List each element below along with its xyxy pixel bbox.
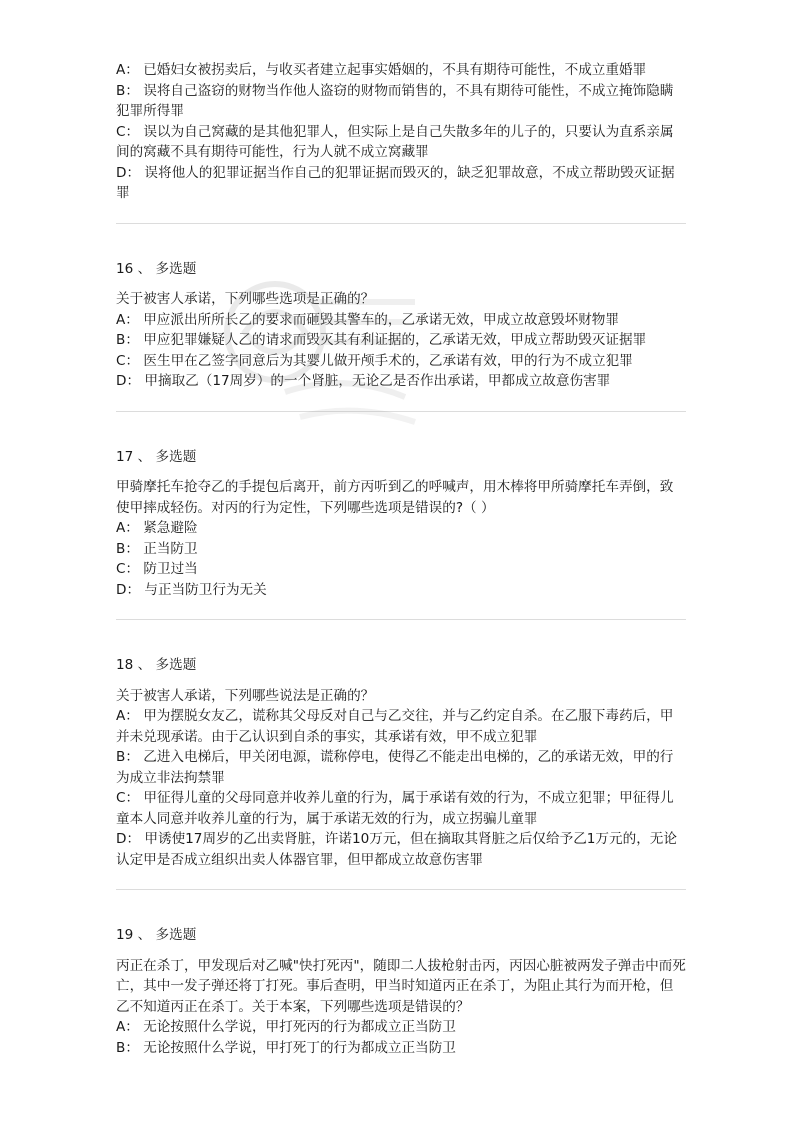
q18-option-c: C： 甲征得儿童的父母同意并收养儿童的行为，属于承诺有效的行为，不成立犯罪；甲征得儿童本人同意并收养儿童的行为，属于承诺无效的行为，成立拐骗儿童罪	[116, 790, 674, 827]
q17-option-d: D： 与正当防卫行为无关	[116, 581, 267, 598]
question-19	[116, 925, 686, 1058]
q15-option-a: A： 已婚妇女被拐卖后，与收买者建立起事实婚姻的，不具有期待可能性，不成立重婚罪	[116, 62, 647, 78]
question-15	[116, 60, 686, 204]
q16-stem: 关于被害人承诺，下列哪些选项是正确的？	[116, 291, 375, 307]
question-16	[116, 259, 686, 392]
q18-header: 18 、 多选题	[116, 657, 197, 673]
divider	[116, 223, 686, 224]
question-18	[116, 655, 686, 870]
document-page	[116, 60, 686, 1058]
q18-option-b: B： 乙进入电梯后，甲关闭电源，谎称停电，使得乙不能走出电梯的，乙的承诺无效，甲的行为成立非法拘禁罪	[116, 749, 674, 786]
q19-option-a: A： 无论按照什么学说，甲打死丙的行为都成立正当防卫	[116, 1019, 456, 1035]
divider	[116, 619, 686, 620]
q15-option-b: B： 误将自己盗窃的财物当作他人盗窃的财物而销售的，不具有期待可能性，不成立掩饰隐瞒犯罪所得罪	[116, 82, 674, 119]
q16-header: 16 、 多选题	[116, 260, 197, 277]
q15-option-d: D： 误将他人的犯罪证据当作自己的犯罪证据而毁灭的，缺乏犯罪故意，不成立帮助毁灭证据罪	[116, 164, 675, 201]
q17-option-a: A： 紧急避险	[116, 520, 198, 536]
q18-stem: 关于被害人承诺，下列哪些说法是正确的？	[116, 687, 375, 704]
q19-stem: 丙正在杀丁，甲发现后对乙喊"快打死丙"，随即二人拔枪射击丙，丙因心脏被两发子弹击中而死亡，其中一发子弹还将丁打死。事后查明，甲当时知道丙正在杀丁，为阻止其行为而开枪，但乙不知道丙正在杀丁。关于本案，下列哪些选项是错误的？	[116, 957, 686, 1015]
q16-option-a: A： 甲应派出所所长乙的要求而砸毁其警车的，乙承诺无效，甲成立故意毁坏财物罪	[116, 311, 619, 328]
q17-option-c: C： 防卫过当	[116, 561, 198, 577]
q18-option-a: A： 甲为摆脱女友乙，谎称其父母反对自己与乙交往，并与乙约定自杀。在乙服下毒药后，甲并未兑现承诺。由于乙认识到自杀的事实，其承诺有效，甲不成立犯罪	[116, 708, 674, 745]
divider	[116, 411, 686, 412]
q17-option-b: B： 正当防卫	[116, 540, 198, 557]
q19-option-b: B： 无论按照什么学说，甲打死丁的行为都成立正当防卫	[116, 1039, 456, 1056]
q15-option-c: C： 误以为自己窝藏的是其他犯罪人，但实际上是自己失散多年的儿子的，只要认为直系亲属间的窝藏不具有期待可能性，行为人就不成立窝藏罪	[116, 123, 674, 160]
q16-option-b: B： 甲应犯罪嫌疑人乙的请求而毁灭其有利证据的，乙承诺无效，甲成立帮助毁灭证据罪	[116, 332, 647, 348]
q16-option-c: C： 医生甲在乙签字同意后为其婴儿做开颅手术的，乙承诺有效，甲的行为不成立犯罪	[116, 352, 633, 369]
q16-option-d: D： 甲摘取乙（17周岁）的一个肾脏，无论乙是否作出承诺，甲都成立故意伤害罪	[116, 373, 611, 389]
question-17	[116, 447, 686, 601]
divider	[116, 889, 686, 890]
q19-header: 19 、 多选题	[116, 927, 197, 943]
q17-header: 17 、 多选题	[116, 448, 197, 465]
q18-option-d: D： 甲诱使17周岁的乙出卖肾脏，许诺10万元，但在摘取其肾脏之后仅给予乙1万元的，无论认定甲是否成立组织出卖人体器官罪，但甲都成立故意伤害罪	[116, 831, 677, 868]
q17-stem: 甲骑摩托车抢夺乙的手提包后离开，前方丙听到乙的呼喊声，用木棒将甲所骑摩托车弄倒，致使甲摔成轻伤。对丙的行为定性，下列哪些选项是错误的?（ ）	[116, 479, 674, 516]
